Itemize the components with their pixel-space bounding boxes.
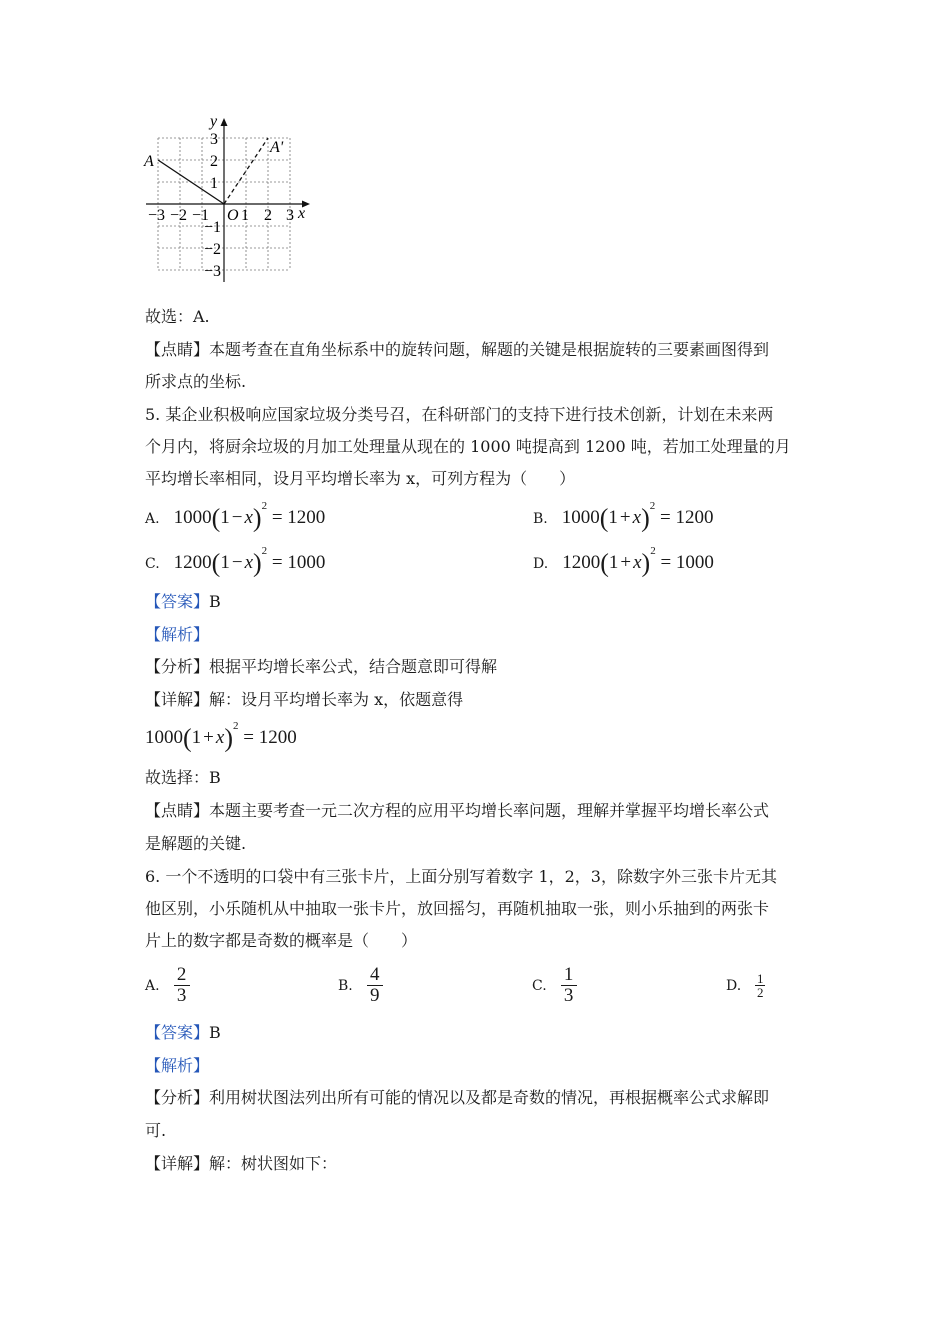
x-tick: −3 bbox=[148, 207, 166, 224]
q6-detail bbox=[145, 1154, 337, 1174]
answer-value: B bbox=[209, 1023, 221, 1042]
q5-stem-cont: 个月内，将厨余垃圾的月加工处理量从现在的 1000 吨提高到 1200 吨，若加工处理量的月 bbox=[145, 437, 791, 456]
q5-comment bbox=[145, 801, 769, 821]
q5-answer bbox=[145, 592, 221, 612]
q6-analysis-tag: 【解析】 bbox=[145, 1056, 210, 1075]
q5-analysis-tag: 【解析】 bbox=[145, 625, 210, 644]
q5-option-d: D. $1200(1 + x)^2 = 1000$ bbox=[533, 544, 714, 578]
fenxi-tag: 【分析】 bbox=[145, 1088, 210, 1107]
q6-option-a: A. $\frac{2}{3}$ bbox=[145, 965, 190, 1006]
q5-option-c: C. $1200(1 - x)^2 = 1000$ bbox=[145, 544, 326, 578]
axis-label-y: y bbox=[210, 113, 218, 130]
detail-tag: 【详解】 bbox=[145, 1154, 210, 1173]
axis-label-x: x bbox=[298, 205, 306, 222]
y-tick: −2 bbox=[204, 241, 222, 258]
y-axis-arrow bbox=[221, 118, 228, 126]
y-tick: 1 bbox=[210, 175, 218, 192]
q5-stem-cont: 平均增长率相同，设月平均增长率为 x，可列方程为（ ） bbox=[145, 469, 576, 488]
x-tick: 2 bbox=[264, 207, 272, 224]
y-tick: 2 bbox=[210, 153, 218, 170]
detail-text: 解：树状图如下： bbox=[209, 1154, 338, 1173]
q6-option-b: B. $\frac{4}{9}$ bbox=[338, 965, 383, 1006]
coordinate-figure bbox=[140, 110, 320, 290]
detail-text: 解：设月平均增长率为 x，依题意得 bbox=[209, 690, 464, 709]
comment-tag: 【点睛】 bbox=[145, 801, 210, 820]
point-label-a: A bbox=[144, 153, 154, 170]
q5-equation: $1000(1 + x)^2 = 1200$ bbox=[145, 719, 297, 753]
q4-comment-cont: 所求点的坐标. bbox=[145, 372, 247, 391]
x-tick: −1 bbox=[192, 207, 210, 224]
q5-detail bbox=[145, 690, 463, 710]
origin-label: O bbox=[227, 207, 239, 224]
fenxi-text: 利用树状图法列出所有可能的情况以及都是奇数的情况，再根据概率公式求解即 bbox=[209, 1088, 770, 1107]
q6-answer bbox=[145, 1023, 221, 1043]
fenxi-tag: 【分析】 bbox=[145, 657, 210, 676]
x-tick: 3 bbox=[286, 207, 294, 224]
y-tick: −1 bbox=[204, 219, 222, 236]
q6-stem: 6. 一个不透明的口袋中有三张卡片，上面分别写着数字 1，2，3，除数字外三张卡片无其 bbox=[145, 867, 777, 886]
q5-option-a: A. $1000(1 - x)^2 = 1200$ bbox=[145, 499, 326, 533]
q6-fenxi bbox=[145, 1088, 769, 1108]
answer-value: B bbox=[209, 592, 221, 611]
x-tick: 1 bbox=[241, 207, 249, 224]
answer-tag: 【答案】 bbox=[145, 1023, 210, 1042]
answer-tag: 【答案】 bbox=[145, 592, 210, 611]
q4-comment bbox=[145, 340, 769, 360]
q5-comment-cont: 是解题的关键. bbox=[145, 834, 247, 853]
q6-stem-cont: 片上的数字都是奇数的概率是（ ） bbox=[145, 931, 418, 950]
q5-fenxi bbox=[145, 657, 497, 677]
q5-stem: 5. 某企业积极响应国家垃圾分类号召，在科研部门的支持下进行技术创新，计划在未来两 bbox=[145, 405, 774, 424]
q6-option-d: D. $\frac{1}{2}$ bbox=[726, 971, 764, 1000]
detail-tag: 【详解】 bbox=[145, 690, 210, 709]
comment-text: 本题主要考查一元二次方程的应用平均增长率问题，理解并掌握平均增长率公式 bbox=[209, 801, 770, 820]
point-label-a-prime: A' bbox=[270, 139, 284, 156]
comment-tag: 【点睛】 bbox=[145, 340, 210, 359]
fenxi-text: 根据平均增长率公式，结合题意即可得解 bbox=[209, 657, 498, 676]
y-tick: 3 bbox=[210, 131, 218, 148]
q6-stem-cont: 他区别，小乐随机从中抽取一张卡片，放回摇匀，再随机抽取一张，则小乐抽到的两张卡 bbox=[145, 899, 770, 918]
comment-text: 本题考查在直角坐标系中的旋转问题，解题的关键是根据旋转的三要素画图得到 bbox=[209, 340, 770, 359]
x-tick: −2 bbox=[170, 207, 188, 224]
y-tick: −3 bbox=[204, 263, 222, 280]
q4-conclusion: 故选：A. bbox=[145, 307, 210, 326]
q6-option-c: C. $\frac{1}{3}$ bbox=[532, 965, 577, 1006]
q6-fenxi-cont: 可. bbox=[145, 1121, 167, 1140]
q5-option-b: B. $1000(1 + x)^2 = 1200$ bbox=[533, 499, 714, 533]
q5-conclusion: 故选择：B bbox=[145, 768, 221, 787]
